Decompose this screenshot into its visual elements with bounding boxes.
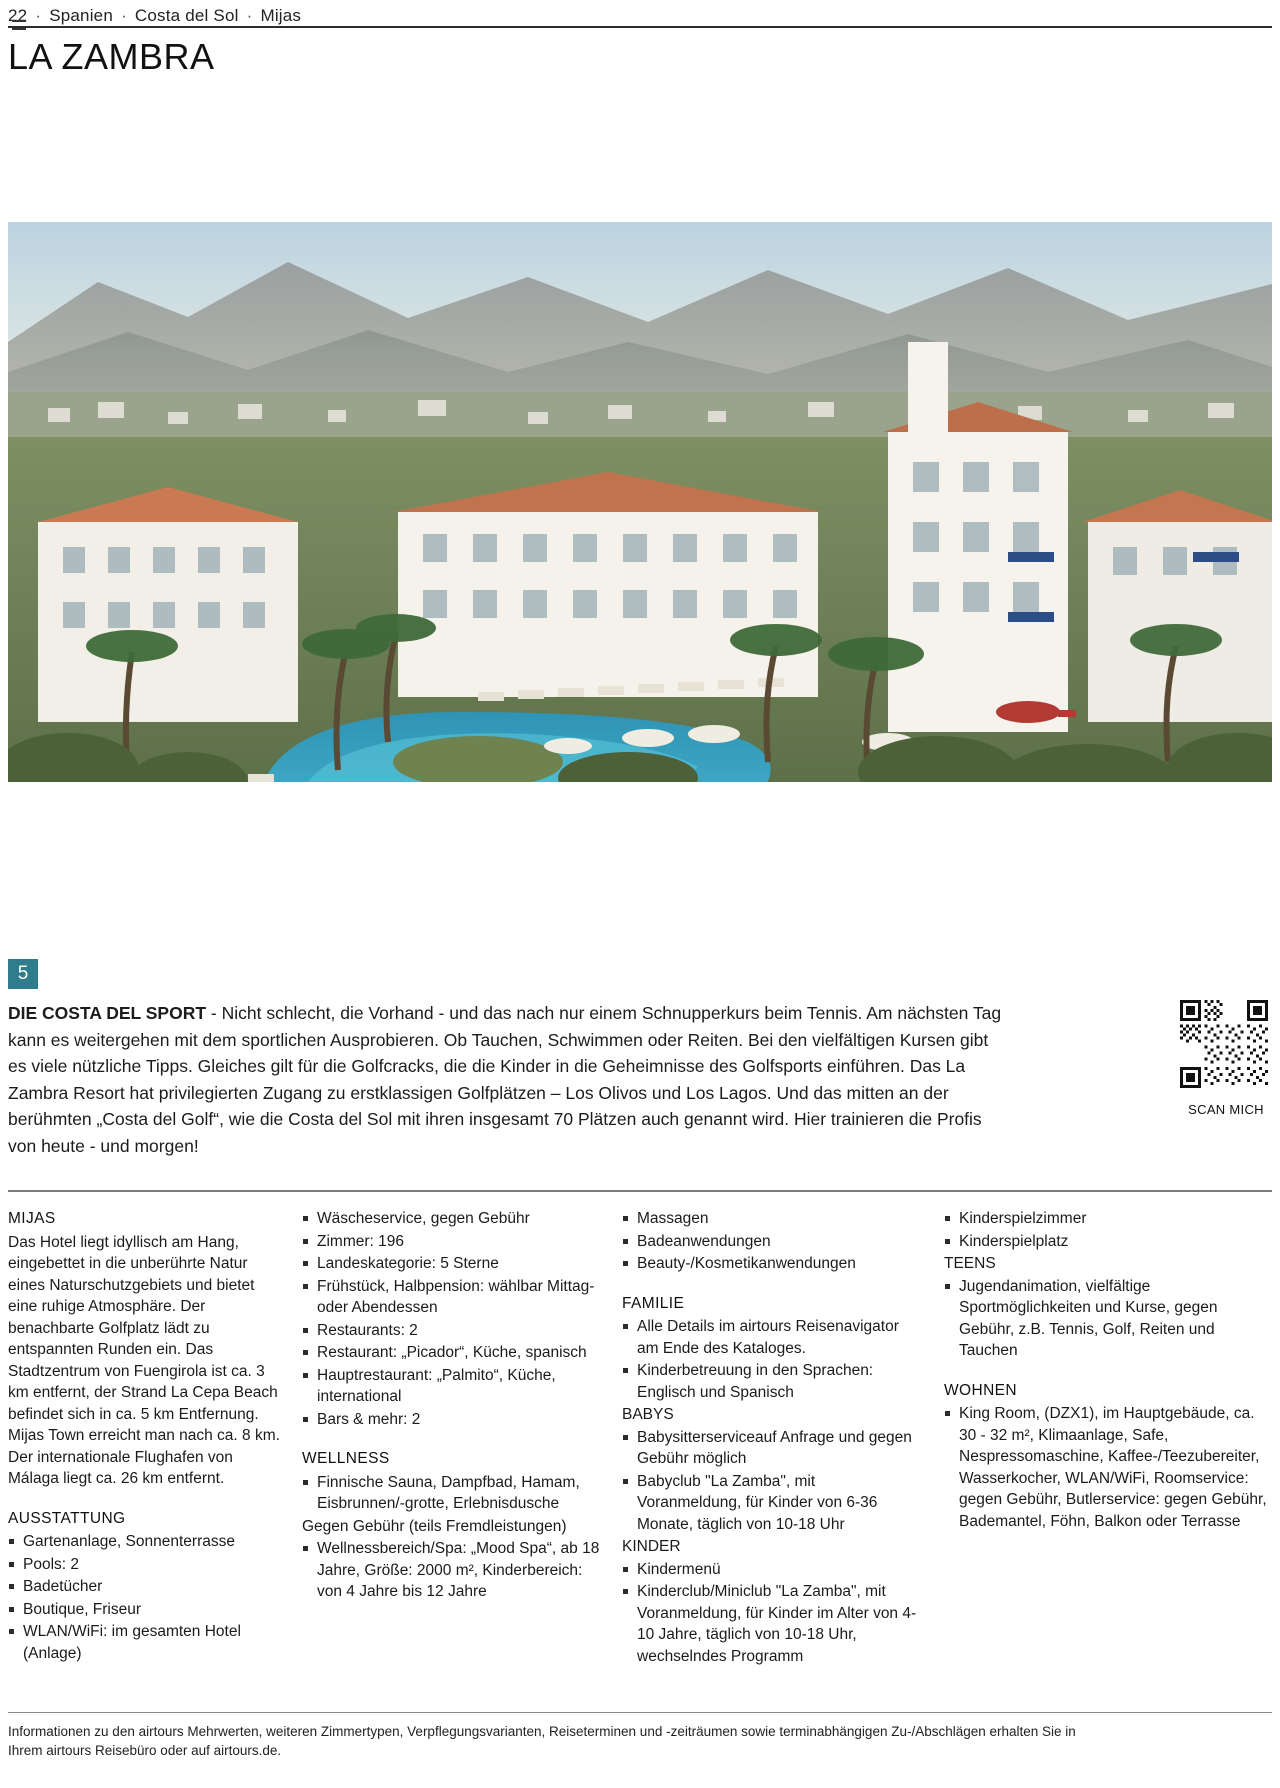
column-teens-living <box>944 1208 1272 1668</box>
hotel-details-columns <box>8 1208 1272 1668</box>
list-item: Wäscheservice, gegen Gebühr <box>302 1208 600 1230</box>
section-heading-equipment: AUSSTATTUNG <box>8 1509 126 1527</box>
list-item: WLAN/WiFi: im gesamten Hotel (Anlage) <box>8 1621 280 1664</box>
list-item: Boutique, Friseur <box>8 1599 280 1621</box>
babys-list <box>622 1427 922 1536</box>
wellness-list-2 <box>302 1538 600 1603</box>
breadcrumb-city: Mijas <box>260 6 302 25</box>
list-item: Gartenanlage, Sonnenterrasse <box>8 1531 280 1553</box>
living-list <box>944 1403 1272 1532</box>
wellness-list <box>302 1472 600 1515</box>
hero-illustration <box>8 222 1272 782</box>
list-item: Restaurant: „Picador“, Küche, spanisch <box>302 1342 600 1364</box>
page-number: 22 <box>8 6 28 25</box>
list-item: Babyclub "La Zamba", mit Voranmeldung, für Kinder von 6-36 Monate, täglich von 10-18 Uhr <box>622 1471 922 1536</box>
kids-facilities-list <box>944 1208 1272 1252</box>
treatments-list <box>622 1208 922 1275</box>
header-divider <box>8 26 1272 28</box>
column-location <box>8 1208 302 1668</box>
section-heading-location: MIJAS <box>8 1210 56 1227</box>
intro-body: - Nicht schlecht, die Vorhand - und das nach nur einem Schnupperkurs beim Tennis. Am nächsten Tag kann es weitergehen mit dem sportlichen Ausprobieren. Ob Tauchen, Schwimmen oder Reiten. Bei den vielfältigen Kursen gibt es viele nützliche Tipps. Gleiches gilt für die Golfcracks, die die Kinder in die Geheimnisse des Golfsports einführen. Das La Zambra Resort hat privilegierten Zugang zu erstklassigen Golfplätzen – Los Olivos und Los Lagos. Und das mitten an der berühmten „Costa del Golf“, wie die Costa del Sol mit ihren insgesamt 70 Plätzen auch genannt wird. Hier trainieren die Profis von heute - und morgen! <box>8 1003 1002 1156</box>
breadcrumb-separator-3: · <box>246 6 253 25</box>
list-item: Kinderbetreuung in den Sprachen: Englisch und Spanisch <box>622 1360 922 1403</box>
list-item: Babysitterserviceauf Anfrage und gegen Gebühr möglich <box>622 1427 922 1470</box>
list-item: Restaurants: 2 <box>302 1320 600 1342</box>
subsection-label-babys: BABYS <box>622 1406 674 1423</box>
list-item: Landeskategorie: 5 Sterne <box>302 1253 600 1275</box>
list-item: Finnische Sauna, Dampfbad, Hamam, Eisbrunnen/-grotte, Erlebnisdusche <box>302 1472 600 1515</box>
content-divider <box>8 1190 1272 1192</box>
wellness-fee-note: Gegen Gebühr (teils Fremdleistungen) <box>302 1517 567 1535</box>
footer-divider <box>8 1712 1272 1713</box>
list-item: Wellnessbereich/Spa: „Mood Spa“, ab 18 Jahre, Größe: 2000 m², Kinderbereich: von 4 Jahre bis 12 Jahre <box>302 1538 600 1603</box>
breadcrumb-region: Costa del Sol <box>134 6 239 25</box>
qr-code-icon[interactable] <box>1180 1000 1268 1088</box>
section-heading-family: FAMILIE <box>622 1294 685 1312</box>
list-item: Massagen <box>622 1208 922 1230</box>
list-item: Kinderclub/Miniclub "La Zamba", mit Voranmeldung, für Kinder im Alter von 4-10 Jahre, täglich von 10-18 Uhr, wechselndes Programm <box>622 1581 922 1667</box>
section-heading-wellness: WELLNESS <box>302 1450 390 1467</box>
page-title: LA ZAMBRA <box>8 36 215 77</box>
hotel-hero-image <box>8 222 1272 782</box>
intro-lead: DIE COSTA DEL SPORT <box>8 1003 207 1023</box>
teens-list <box>944 1276 1272 1362</box>
breadcrumb-separator-2: · <box>120 6 127 25</box>
subsection-label-teens: TEENS <box>944 1255 996 1272</box>
list-item: Kindermenü <box>622 1559 922 1581</box>
services-list <box>302 1208 600 1430</box>
footer-note: Informationen zu den airtours Mehrwerten, weiteren Zimmertypen, Verpflegungsvarianten, Reiseterminen und -zeiträumen sowie terminabhängigen Zu-/Abschlägen erhalten Sie in Ihrem airtours Reisebüro oder auf airtours.de. <box>8 1724 1076 1758</box>
list-item: Badeanwendungen <box>622 1231 922 1253</box>
column-services-wellness <box>302 1208 622 1668</box>
list-item: Kinderspielzimmer <box>944 1208 1272 1230</box>
list-item: Jugendanimation, vielfältige Sportmöglichkeiten und Kurse, gegen Gebühr, z.B. Tennis, Golf, Reiten und Tauchen <box>944 1276 1272 1362</box>
breadcrumb-country: Spanien <box>49 6 113 25</box>
list-item: Zimmer: 196 <box>302 1231 600 1253</box>
qr-code-block <box>1180 1000 1272 1117</box>
kinder-list <box>622 1559 922 1668</box>
location-description: Das Hotel liegt idyllisch am Hang, eingebettet in die unberührte Natur eines Naturschutzgebiets und bietet eine ruhige Atmosphäre. Der benachbarte Golfplatz lädt zu entspannten Runden ein. Das Stadtzentrum von Fuengirola ist ca. 3 km entfernt, der Strand La Cepa Beach befindet sich in ca. 5 km Entfernung. Mijas Town erreicht man nach ca. 8 km. Der internationale Flughafen von Málaga liegt ca. 26 km entfernt. <box>8 1233 280 1487</box>
list-item: Frühstück, Halbpension: wählbar Mittag- oder Abendessen <box>302 1276 600 1319</box>
page-header <box>8 0 1272 26</box>
equipment-list <box>8 1531 280 1664</box>
list-item: Beauty-/Kosmetikanwendungen <box>622 1253 922 1275</box>
qr-label: SCAN MICH <box>1188 1102 1264 1117</box>
list-item: Badetücher <box>8 1576 280 1598</box>
list-item: Kinderspielplatz <box>944 1231 1272 1253</box>
column-family <box>622 1208 944 1668</box>
intro-paragraph <box>8 1000 1008 1159</box>
subsection-label-kinder: KINDER <box>622 1538 681 1555</box>
section-heading-living: WOHNEN <box>944 1381 1018 1399</box>
list-item: Alle Details im airtours Reisenavigator am Ende des Kataloges. <box>622 1316 922 1359</box>
list-item: Bars & mehr: 2 <box>302 1409 600 1431</box>
page-number-marker <box>12 20 26 30</box>
list-item: King Room, (DZX1), im Hauptgebäude, ca. 30 - 32 m², Klimaanlage, Safe, Nespressomaschine, Kaffee-/Teezubereiter, Wasserkocher, WLAN/WiFi, Roomservice: gegen Gebühr, Butlerservice: gegen Gebühr, Bademantel, Föhn, Balkon oder Terrasse <box>944 1403 1272 1532</box>
list-item: Hauptrestaurant: „Palmito“, Küche, international <box>302 1365 600 1408</box>
list-item: Pools: 2 <box>8 1554 280 1576</box>
breadcrumb-separator-1: · <box>35 6 42 25</box>
hotel-number-badge: 5 <box>8 959 38 989</box>
family-list <box>622 1316 922 1403</box>
